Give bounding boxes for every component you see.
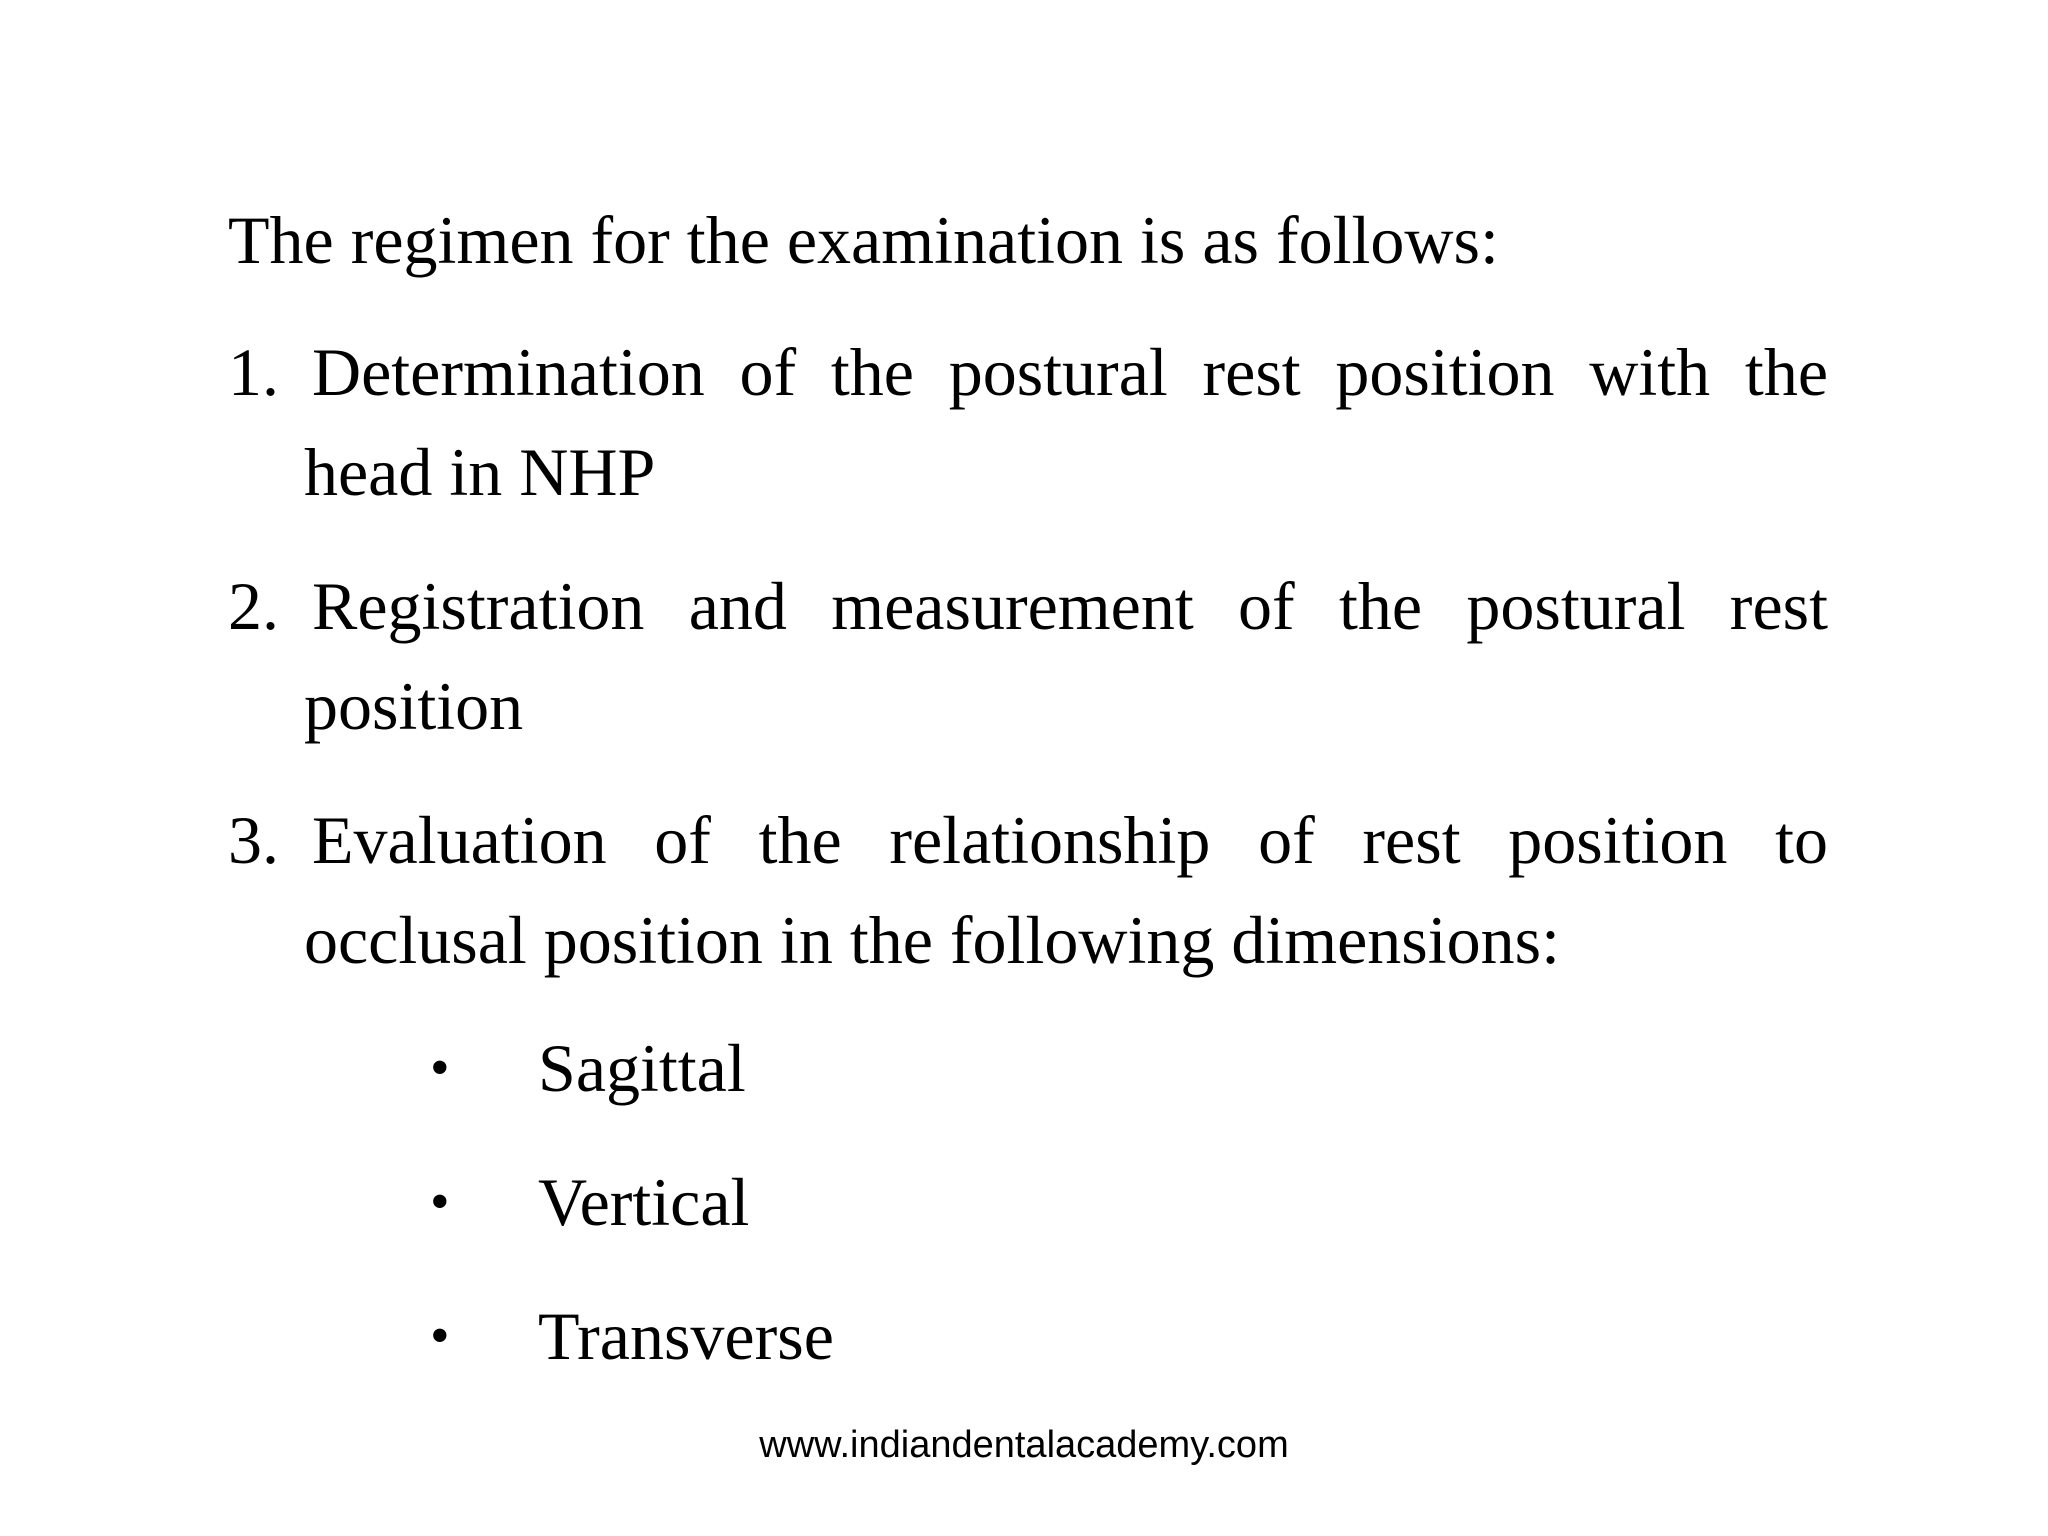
list-item-text xyxy=(304,790,1828,990)
list-item-line: Registration and measurement of the postural rest xyxy=(312,568,1828,644)
bullet-label: Vertical xyxy=(538,1164,750,1240)
list-item-number: 2. xyxy=(228,568,279,644)
list-item-text xyxy=(304,556,1828,756)
numbered-list-item xyxy=(228,322,1828,522)
slide-intro-text: The regimen for the examination is as follows: xyxy=(228,202,1499,278)
bullet-item-sagittal xyxy=(430,1018,746,1118)
list-item-number: 1. xyxy=(228,334,279,410)
bullet-icon: • xyxy=(430,1305,450,1367)
bullet-icon: • xyxy=(430,1171,450,1233)
list-item-line: position xyxy=(304,668,524,744)
bullet-label: Transverse xyxy=(538,1298,834,1374)
bullet-item-vertical xyxy=(430,1152,749,1252)
list-item-line: occlusal position in the following dimensions: xyxy=(304,902,1561,978)
list-item-line: head in NHP xyxy=(304,434,656,510)
bullet-item-transverse xyxy=(430,1286,834,1386)
list-item-line: Determination of the postural rest position with the xyxy=(312,334,1828,410)
bullet-label: Sagittal xyxy=(538,1030,746,1106)
numbered-list-item xyxy=(228,790,1828,990)
list-item-line: Evaluation of the relationship of rest position to xyxy=(312,802,1828,878)
numbered-list-item xyxy=(228,556,1828,756)
list-item-number: 3. xyxy=(228,802,279,878)
footer-website: www.indiandentalacademy.com xyxy=(759,1424,1289,1466)
bullet-icon: • xyxy=(430,1037,450,1099)
list-item-text xyxy=(304,322,1828,522)
